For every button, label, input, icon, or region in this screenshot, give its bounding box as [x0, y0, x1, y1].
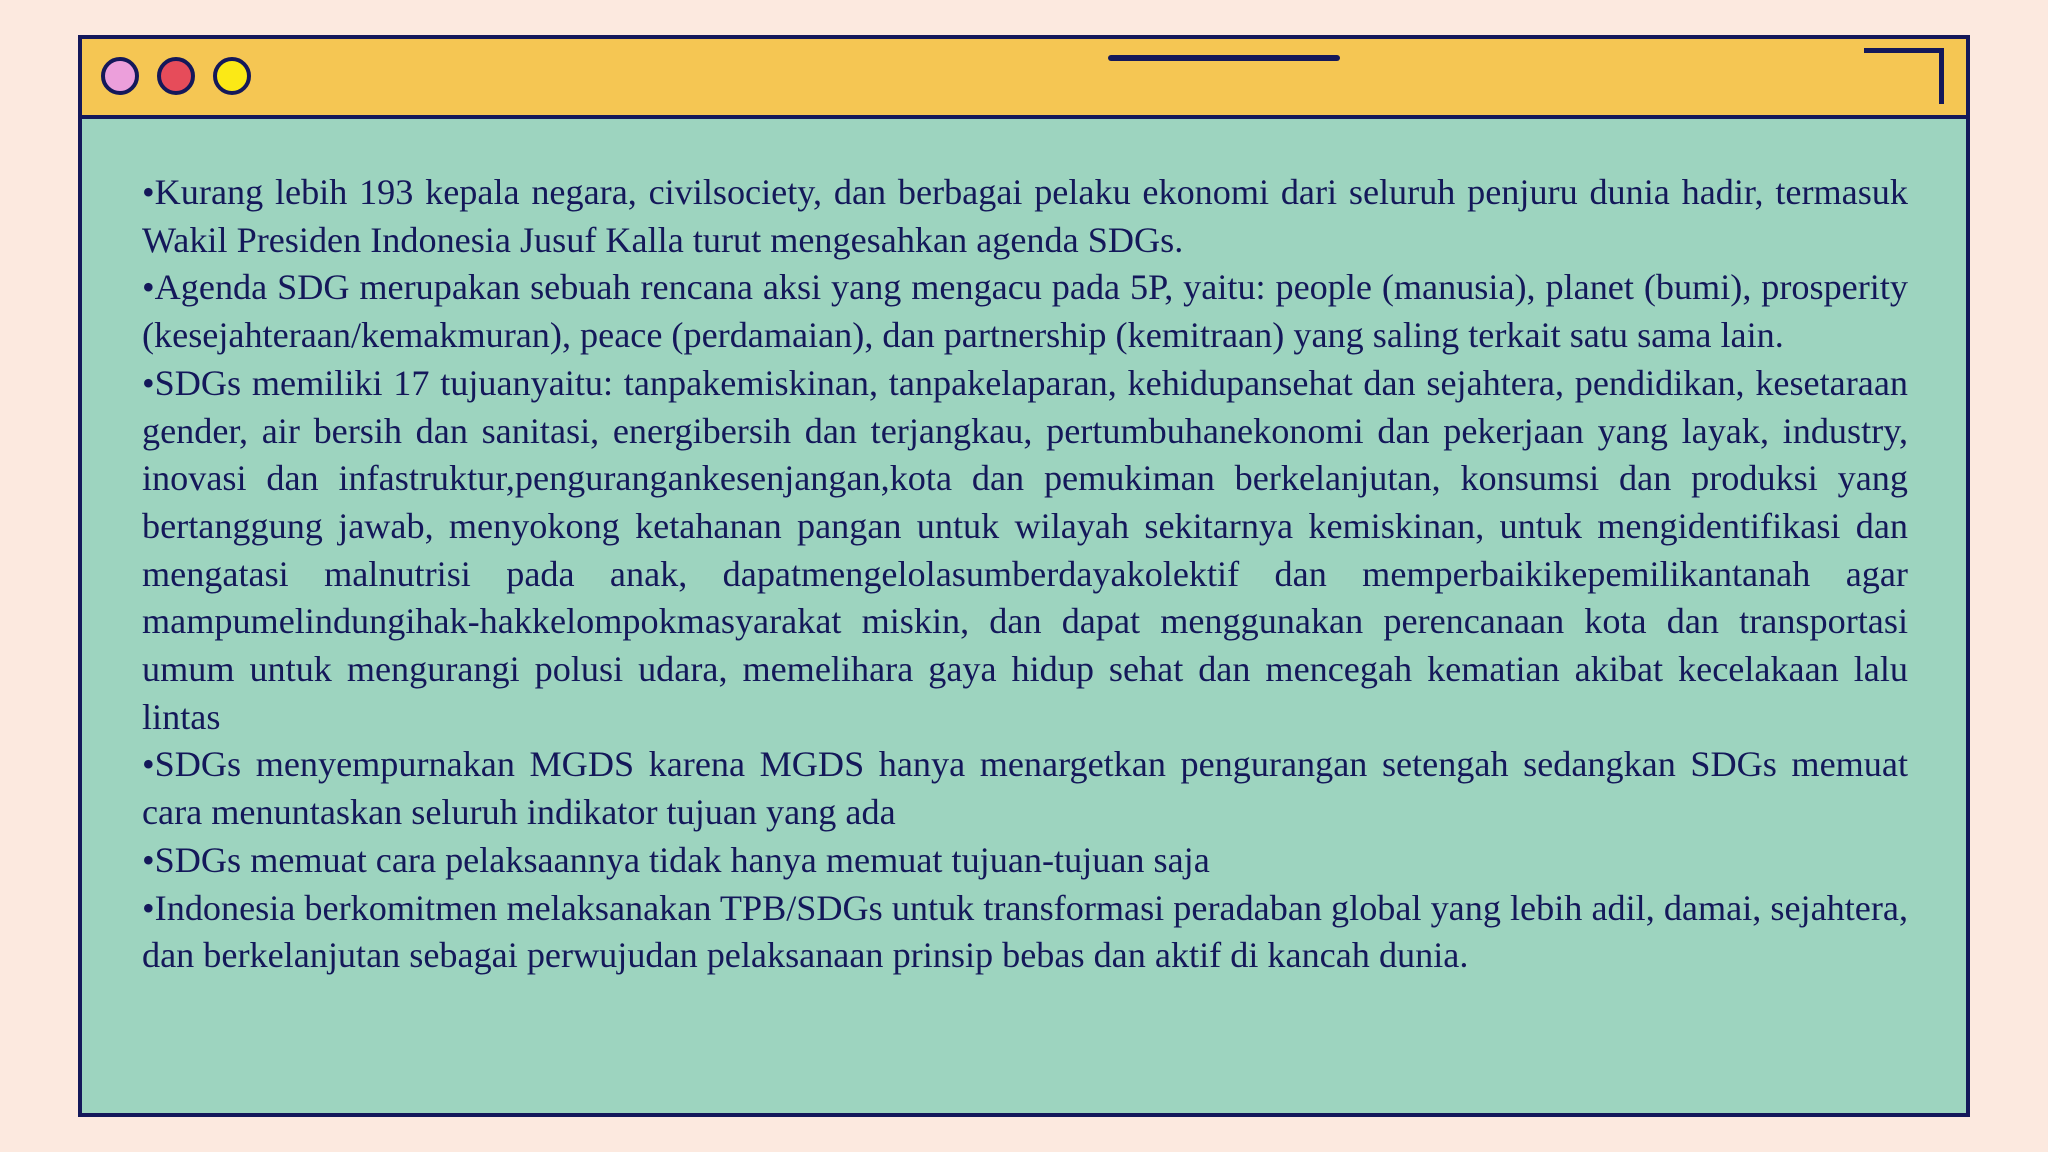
bullet-item-3: •SDGs memiliki 17 tujuanyaitu: tanpakemiskinan, tanpakelaparan, kehidupansehat dan sejahtera, pendidikan, kesetaraan gender, air bersih dan sanitasi, energibersih dan terjangkau, pertumbuhanekonomi dan pekerjaan yang layak, industry, inovasi dan infastruktur,pengurangankesenjangan,kota dan pemukiman berkelanjutan, konsumsi dan produksi yang bertanggung jawab, menyokong ketahanan pangan untuk wilayah sekitarnya kemiskinan, untuk mengidentifikasi dan mengatasi malnutrisi pada anak, dapatmengelolasumberdayakolektif dan memperbaikikepemilikantanah agar mampumelindungihak-hakkelompokmasyarakat miskin, dan dapat menggunakan perencanaan kota dan transportasi umum untuk mengurangi polusi udara, memelihara gaya hidup sehat dan mencegah kematian akibat kecelakaan lalu lintas: [142, 362, 1908, 737]
title-bar: [82, 39, 1966, 119]
bullet-item-5: •SDGs memuat cara pelaksaannya tidak hanya memuat tujuan-tujuan saja: [142, 839, 1210, 880]
window-frame: [78, 35, 1970, 1117]
window-dot-pink-icon[interactable]: [101, 57, 139, 95]
corner-bracket-icon: [1864, 48, 1944, 104]
content-text-block: [142, 169, 1908, 980]
bullet-item-4: •SDGs menyempurnakan MGDS karena MGDS hanya menargetkan pengurangan setengah sedangkan SDGs memuat cara menuntaskan seluruh indikator tujuan yang ada: [142, 744, 1908, 833]
title-bar-line: [1108, 55, 1340, 61]
bullet-item-6: •Indonesia berkomitmen melaksanakan TPB/SDGs untuk transformasi peradaban global yang lebih adil, damai, sejahtera, dan berkelanjutan sebagai perwujudan pelaksanaan prinsip bebas dan aktif di kancah dunia.: [142, 887, 1908, 976]
bullet-item-2: •Agenda SDG merupakan sebuah rencana aksi yang mengacu pada 5P, yaitu: people (manusia), planet (bumi), prosperity (kesejahteraan/kemakmuran), peace (perdamaian), dan partnership (kemitraan) yang saling terkait satu sama lain.: [142, 267, 1908, 356]
window-dot-yellow-icon[interactable]: [213, 57, 251, 95]
bullet-item-1: •Kurang lebih 193 kepala negara, civilsociety, dan berbagai pelaku ekonomi dari seluruh penjuru dunia hadir, termasuk Wakil Presiden Indonesia Jusuf Kalla turut mengesahkan agenda SDGs.: [142, 172, 1908, 260]
window-dot-red-icon[interactable]: [157, 57, 195, 95]
